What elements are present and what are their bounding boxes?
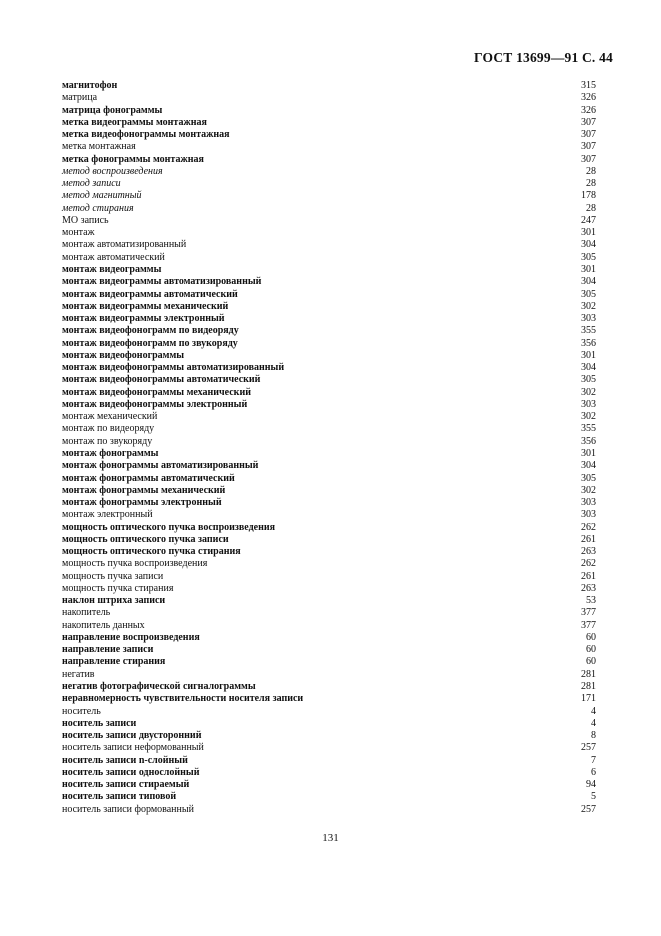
index-entry [62, 411, 596, 423]
index-page-ref: 301 [581, 263, 596, 275]
index-entry [62, 399, 596, 411]
index-entry [62, 448, 596, 460]
index-page-ref: 326 [581, 104, 596, 116]
index-term: носитель [62, 705, 101, 717]
index-term: монтаж по звукоряду [62, 435, 153, 447]
index-page-ref: 304 [581, 239, 596, 251]
index-term: негатив фотографической сигналограммы [62, 681, 256, 693]
index-page-ref: 377 [581, 607, 596, 619]
index-entry [62, 350, 596, 362]
index-page-ref: 28 [586, 202, 596, 214]
index-page-ref: 305 [581, 472, 596, 484]
index-page-ref: 355 [581, 423, 596, 435]
index-term: направление записи [62, 644, 154, 656]
index-page-ref: 4 [591, 705, 596, 717]
index-term: наклон штриха записи [62, 595, 166, 607]
index-entry [62, 276, 596, 288]
index-page-ref: 303 [581, 509, 596, 521]
index-entry [62, 791, 596, 803]
index-page-ref: 377 [581, 619, 596, 631]
index-term: носитель записи n-слойный [62, 754, 188, 766]
index-entry [62, 546, 596, 558]
index-entry [62, 730, 596, 742]
index-page-ref: 171 [581, 693, 596, 705]
index-term: метка видеограммы монтажная [62, 116, 207, 128]
index-entry [62, 706, 596, 718]
index-page-ref: 6 [591, 766, 596, 778]
index-page-ref: 315 [581, 80, 596, 91]
index-entry [62, 141, 596, 153]
index-term: монтаж видеограммы автоматизированный [62, 276, 262, 288]
index-term: метод записи [62, 178, 121, 190]
index-term: носитель записи [62, 717, 137, 729]
index-page-ref: 305 [581, 288, 596, 300]
index-entry [62, 595, 596, 607]
index-page-ref: 262 [581, 558, 596, 570]
index-entry [62, 105, 596, 117]
index-entry [62, 656, 596, 668]
index-page-ref: 302 [581, 300, 596, 312]
index-entry [62, 681, 596, 693]
index-page-ref: 60 [586, 631, 596, 643]
index-entry [62, 80, 596, 92]
index-term: мощность оптического пучка воспроизведения [62, 521, 276, 533]
index-term: мощность пучка записи [62, 570, 164, 582]
index-term: монтаж видеофонограммы электронный [62, 398, 248, 410]
index-term: носитель записи двусторонний [62, 730, 202, 742]
index-term: мощность пучка стирания [62, 582, 174, 594]
index-term: метка фонограммы монтажная [62, 153, 204, 165]
index-entry [62, 129, 596, 141]
index-page-ref: 301 [581, 349, 596, 361]
index-entry [62, 423, 596, 435]
index-term: носитель записи однослойный [62, 766, 200, 778]
page-number: 131 [322, 832, 339, 844]
index-term: монтаж механический [62, 411, 158, 423]
index-term: мощность оптического пучка записи [62, 533, 229, 545]
index-entry [62, 227, 596, 239]
index-entry [62, 362, 596, 374]
index-entry [62, 497, 596, 509]
index-page-ref: 305 [581, 251, 596, 263]
index-term: неравномерность чувствительности носителя записи [62, 693, 304, 705]
document-header: ГОСТ 13699—91 С. 44 [474, 50, 613, 65]
index-page-ref: 28 [586, 165, 596, 177]
index-term: матрица фонограммы [62, 104, 163, 116]
index-entry [62, 571, 596, 583]
index-term: носитель записи стираемый [62, 779, 190, 791]
index-entry [62, 190, 596, 202]
index-page-ref: 302 [581, 411, 596, 423]
index-entry [62, 534, 596, 546]
index-term: монтаж фонограммы механический [62, 484, 226, 496]
index-entry [62, 203, 596, 215]
index-term: монтаж автоматический [62, 251, 165, 263]
index-term: направление воспроизведения [62, 631, 200, 643]
index-entry [62, 178, 596, 190]
index-term: метод воспроизведения [62, 165, 163, 177]
index-entry [62, 92, 596, 104]
index-entry [62, 117, 596, 129]
index-page-ref: 307 [581, 153, 596, 165]
index-page-ref: 5 [591, 791, 596, 803]
index-entry [62, 804, 596, 816]
index-page-ref: 94 [586, 779, 596, 791]
index-page-ref: 263 [581, 582, 596, 594]
index-page-ref: 356 [581, 337, 596, 349]
index-entry [62, 607, 596, 619]
index-entry [62, 166, 596, 178]
index-term: монтаж фонограммы автоматический [62, 472, 235, 484]
index-page-ref: 304 [581, 276, 596, 288]
index-term: метод магнитный [62, 190, 142, 202]
index-page-ref: 355 [581, 325, 596, 337]
index-term: носитель записи формованный [62, 803, 194, 815]
index-page-ref: 178 [581, 190, 596, 202]
index-term: метка видеофонограммы монтажная [62, 129, 230, 141]
index-entry [62, 325, 596, 337]
index-term: монтаж видеограммы электронный [62, 313, 225, 325]
index-term: монтаж видеофонограммы механический [62, 386, 251, 398]
index-term: монтаж по видеоряду [62, 423, 155, 435]
index-page-ref: 281 [581, 681, 596, 693]
index-page-ref: 257 [581, 742, 596, 754]
index-term: накопитель [62, 607, 111, 619]
index-entry [62, 693, 596, 705]
index-page-ref: 8 [591, 730, 596, 742]
index-entry [62, 215, 596, 227]
index-page-ref: 4 [591, 717, 596, 729]
index-page-ref: 304 [581, 362, 596, 374]
index-page-ref: 263 [581, 546, 596, 558]
index-entry [62, 301, 596, 313]
index-term: монтаж автоматизированный [62, 239, 187, 251]
index-term: мощность пучка воспроизведения [62, 558, 208, 570]
index-page-ref: 261 [581, 533, 596, 545]
index-entry [62, 264, 596, 276]
index-entry [62, 460, 596, 472]
index-page-ref: 303 [581, 313, 596, 325]
index-term: направление стирания [62, 656, 166, 668]
index-page-ref: 301 [581, 447, 596, 459]
index-term: МО запись [62, 214, 109, 226]
index-page-ref: 257 [581, 803, 596, 815]
index-entry [62, 779, 596, 791]
index-page-ref: 262 [581, 521, 596, 533]
index-term: метка монтажная [62, 141, 136, 153]
index-term: негатив [62, 668, 95, 680]
index-page-ref: 307 [581, 116, 596, 128]
index-entry [62, 509, 596, 521]
index-entry [62, 558, 596, 570]
index-entry [62, 387, 596, 399]
index-term: монтаж [62, 227, 95, 239]
index-entry [62, 338, 596, 350]
index-entry [62, 669, 596, 681]
index-page-ref: 303 [581, 497, 596, 509]
index-term: мощность оптического пучка стирания [62, 546, 241, 558]
index-page-ref: 307 [581, 129, 596, 141]
index-entry [62, 583, 596, 595]
index-term: монтаж видеофонограммы автоматический [62, 374, 261, 386]
index-term: накопитель данных [62, 619, 145, 631]
index-entry [62, 313, 596, 325]
index-term: матрица [62, 92, 98, 104]
index-term: монтаж видеограммы механический [62, 300, 229, 312]
index-page-ref: 281 [581, 668, 596, 680]
index-entry [62, 718, 596, 730]
index-page-ref: 247 [581, 214, 596, 226]
index-term: монтаж видеограммы автоматический [62, 288, 238, 300]
index-page-ref: 304 [581, 460, 596, 472]
index-page-ref: 60 [586, 656, 596, 668]
index-entry [62, 154, 596, 166]
index-entry [62, 755, 596, 767]
index-entry [62, 374, 596, 386]
index-term: монтаж фонограммы электронный [62, 497, 222, 509]
index-page-ref: 356 [581, 435, 596, 447]
index-term: носитель записи типовой [62, 791, 177, 803]
index-term: монтаж видеофонограмм по видеоряду [62, 325, 239, 337]
index-page-ref: 302 [581, 484, 596, 496]
index-page-ref: 305 [581, 374, 596, 386]
index-page-ref: 53 [586, 595, 596, 607]
index-term: монтаж фонограммы [62, 447, 159, 459]
index-entry [62, 252, 596, 264]
index-entry [62, 485, 596, 497]
index-term: монтаж видеофонограмм по звукоряду [62, 337, 238, 349]
index-page-ref: 326 [581, 92, 596, 104]
index-page-ref: 261 [581, 570, 596, 582]
index-page-ref: 302 [581, 386, 596, 398]
index-page-ref: 60 [586, 644, 596, 656]
index-term: монтаж видеограммы [62, 263, 162, 275]
index-term: магнитофон [62, 80, 118, 91]
index-list [62, 80, 596, 816]
index-page-ref: 301 [581, 227, 596, 239]
index-page-ref: 28 [586, 178, 596, 190]
index-term: носитель записи неформованный [62, 742, 204, 754]
index-entry [62, 473, 596, 485]
index-entry [62, 767, 596, 779]
index-page-ref: 307 [581, 141, 596, 153]
index-term: монтаж видеофонограммы [62, 349, 185, 361]
index-page-ref: 7 [591, 754, 596, 766]
index-entry [62, 742, 596, 754]
index-entry [62, 239, 596, 251]
index-term: монтаж видеофонограммы автоматизированный [62, 362, 285, 374]
index-entry [62, 522, 596, 534]
index-entry [62, 620, 596, 632]
index-term: монтаж фонограммы автоматизированный [62, 460, 259, 472]
index-term: монтаж электронный [62, 509, 153, 521]
index-entry [62, 644, 596, 656]
index-entry [62, 632, 596, 644]
index-page-ref: 303 [581, 398, 596, 410]
index-term: метод стирания [62, 202, 134, 214]
index-entry [62, 289, 596, 301]
index-entry [62, 436, 596, 448]
